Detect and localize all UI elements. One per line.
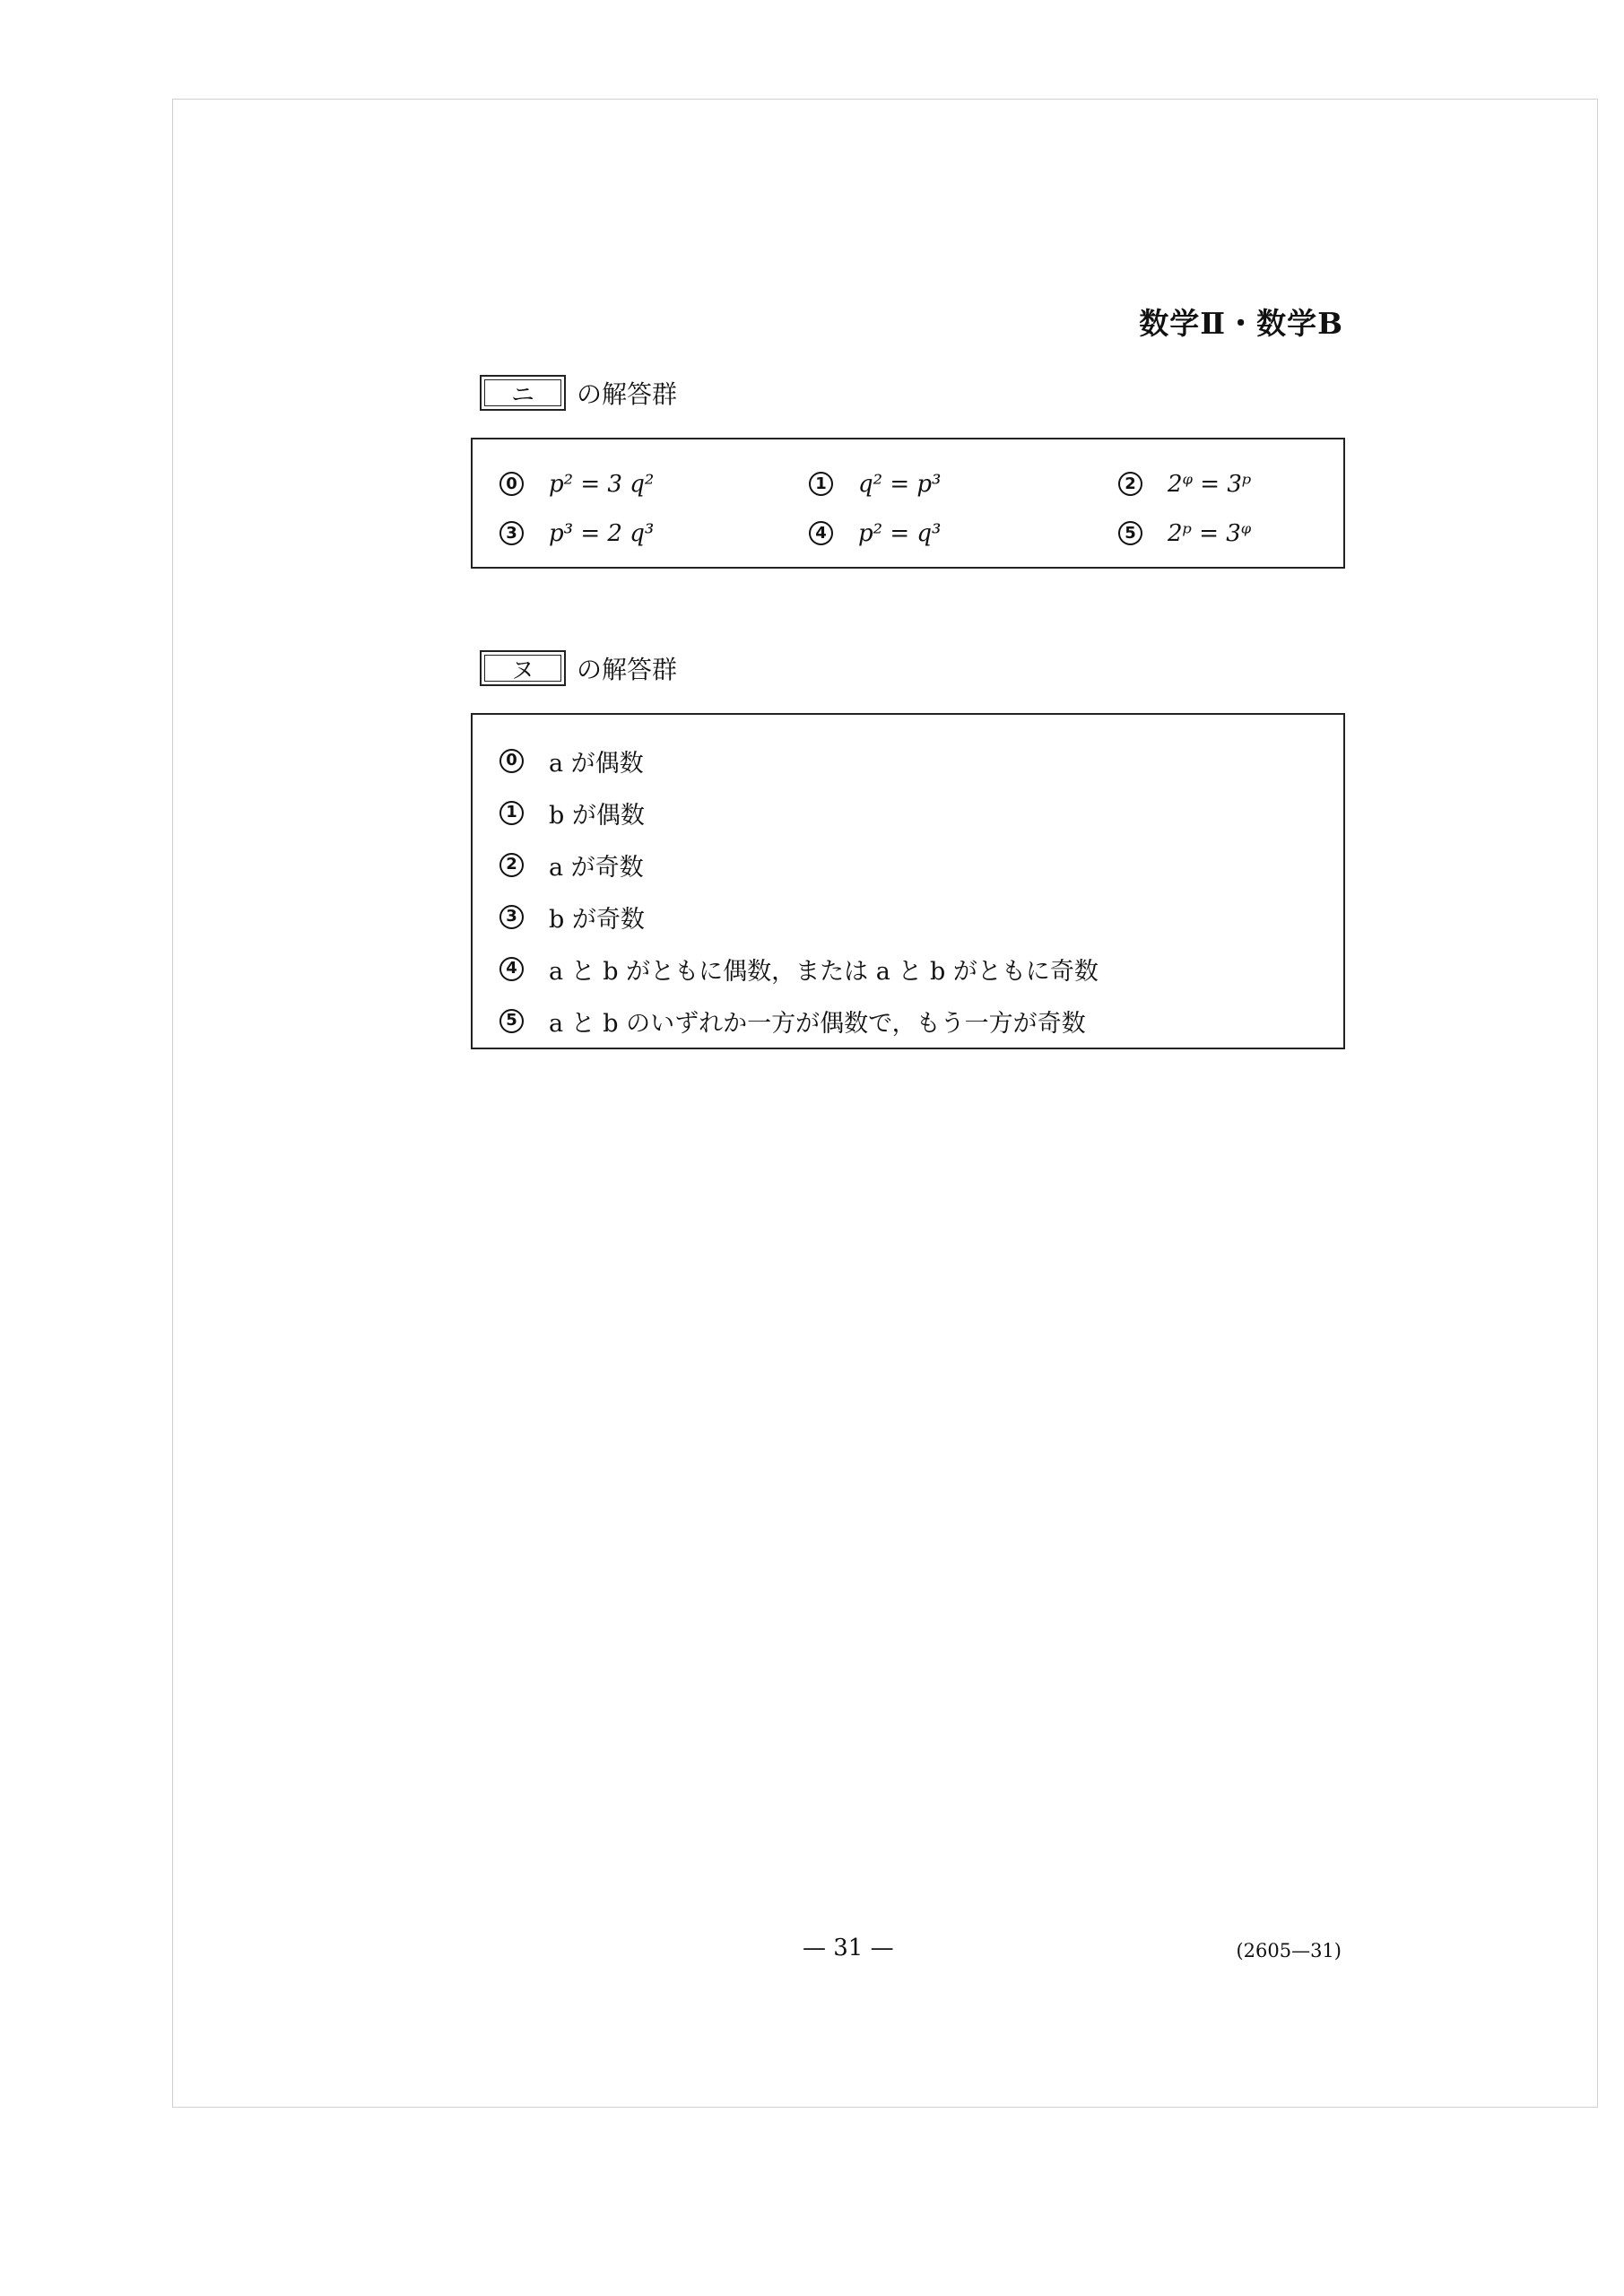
page-frame [172,99,1598,2108]
choice-number: 2 [499,853,524,877]
choice-text: a と b のいずれか一方が偶数で，もう一方が奇数 [549,1009,1086,1038]
choice-number: 4 [809,521,833,545]
page-code: (2605—31) [1236,1940,1342,1961]
choice-number: 2 [1118,472,1142,496]
choice-item[interactable] [1118,520,1333,547]
choice-formula: q² = p³ [858,470,942,498]
choice-number: 1 [499,801,524,825]
choice-formula: p³ = 2 q³ [549,519,655,547]
choice-formula: p² = q³ [858,519,942,547]
choice-number: 4 [499,957,524,981]
choice-item[interactable] [499,995,1343,1047]
choice-item[interactable] [499,471,809,498]
choice-number: 5 [499,1009,524,1033]
choice-number: 3 [499,905,524,929]
subject-title: 数学Ⅱ・数学B [1139,306,1343,341]
choice-text: b が奇数 [549,905,645,934]
choice-text: b が偶数 [549,801,645,830]
choice-item[interactable] [499,787,1343,839]
choice-formula: 2ᵠ = 3ᵖ [1168,470,1252,498]
page-number: — 31 — [803,1935,894,1961]
answer-box-label: ニ [510,381,534,409]
answer-group-caption: の解答群 [577,655,678,684]
choice-text: a が奇数 [549,853,644,882]
choice-item[interactable] [499,943,1343,995]
answer-box-label: ヌ [510,657,534,684]
answer-box-ni [480,375,566,411]
choice-text: a と b がともに偶数，または a と b がともに奇数 [549,957,1099,986]
choice-number: 1 [809,472,833,496]
choice-item[interactable] [499,839,1343,891]
answer-group-label-nu [480,650,677,686]
choice-panel-nu [471,713,1345,1049]
choice-text: a が偶数 [549,749,644,778]
answer-group-caption: の解答群 [577,379,678,409]
answer-group-label-ni [480,375,677,411]
choice-item[interactable] [809,520,1118,547]
choice-number: 5 [1118,521,1142,545]
choice-number: 0 [499,472,524,496]
choice-item[interactable] [499,891,1343,943]
choice-formula: p² = 3 q² [549,470,655,498]
answer-box-nu [480,650,566,686]
choice-formula: 2ᵖ = 3ᵠ [1168,519,1252,547]
choice-number: 0 [499,749,524,773]
choice-number: 3 [499,521,524,545]
choice-item[interactable] [499,735,1343,787]
choice-row [499,459,1343,509]
choice-panel-ni [471,438,1345,569]
choice-item[interactable] [499,520,809,547]
choice-row [499,509,1343,558]
choice-item[interactable] [809,471,1118,498]
choice-item[interactable] [1118,471,1333,498]
